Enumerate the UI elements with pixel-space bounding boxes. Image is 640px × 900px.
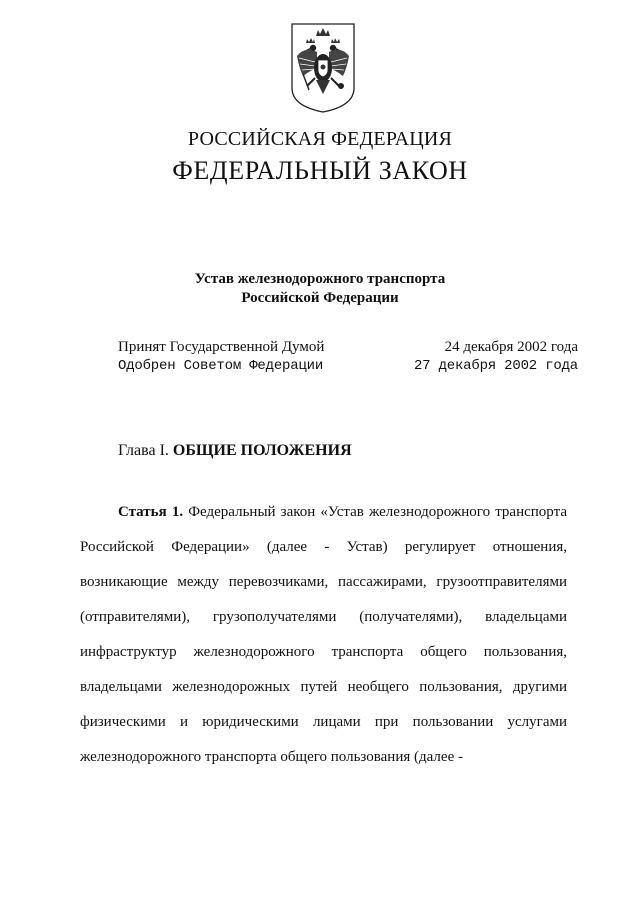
- adoption-council-date: 27 декабря 2002 года: [413, 358, 578, 374]
- chapter-title: ОБЩИЕ ПОЛОЖЕНИЯ: [172, 442, 352, 459]
- adoption-duma-label: Принят Государственной Думой: [118, 339, 325, 355]
- document-title-line-1: Устав железнодорожного транспорта: [194, 271, 446, 287]
- document-title-line-2: Российской Федерации: [241, 290, 399, 306]
- document-title: [0, 270, 640, 308]
- article-text: Федеральный закон «Устав железнодорожного транспорта Российской Федерации» (далее - Устав) регулирует отношения, возникающие между перевозчиками, пассажирами, грузоотправителями (отправителями), грузополучателями (получателями), владельцами инфраструктур железнодорожного транспорта общего пользования, владельцами железнодорожных путей необщего пользования, другими физическими и юридическими лицами при пользовании услугами железнодорожного транспорта общего пользования (далее -: [80, 504, 567, 765]
- russian-coat-of-arms-icon: [289, 22, 357, 114]
- chapter-heading: [118, 442, 352, 460]
- adoption-council-row: [118, 358, 578, 374]
- adoption-duma-row: [118, 339, 578, 356]
- chapter-number: Глава I.: [118, 442, 169, 459]
- adoption-council-label: Одобрен Советом Федерации: [118, 358, 324, 374]
- article-label: Статья 1.: [118, 504, 184, 520]
- article-paragraph: [80, 495, 567, 775]
- adoption-duma-date: 24 декабря 2002 года: [444, 339, 578, 355]
- law-type-heading: ФЕДЕРАЛЬНЫЙ ЗАКОН: [172, 156, 468, 185]
- country-heading: РОССИЙСКАЯ ФЕДЕРАЦИЯ: [187, 128, 453, 150]
